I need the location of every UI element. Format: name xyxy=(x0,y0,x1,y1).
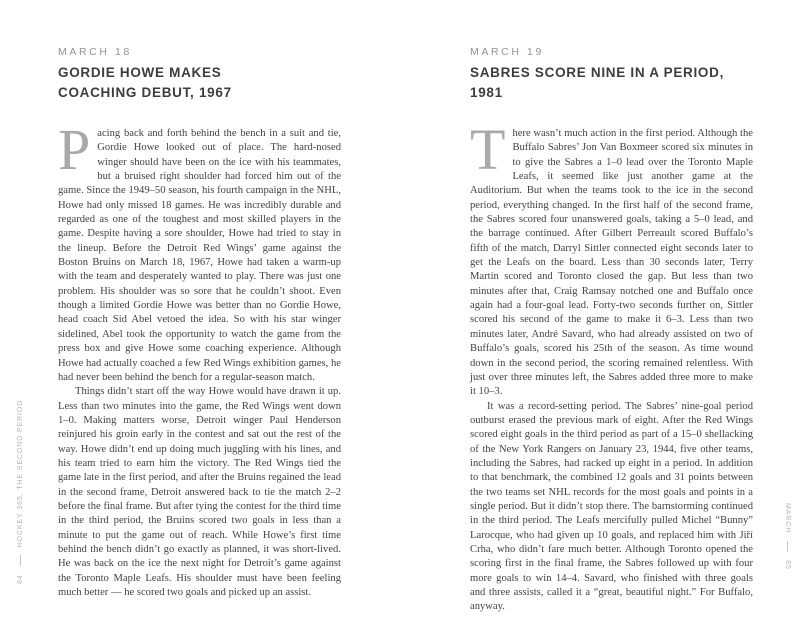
book-series-title: HOCKEY 365, THE SECOND PERIOD xyxy=(16,399,24,548)
right-paragraph-2: It was a record-setting period. The Sabres’ nine-goal period outburst erased the previous mark of eight. After the Red Wings scored eight goals in the third period as part of a 15–0 shellacking of the New York Rangers on January 23, 1944, five other teams, including the Sabres, had racked up eight in a period. In addition to that benchmark, the combined 12 goals and 31 points between the two teams set NHL records for the most goals and points in a single period. But it didn’t stop there. The barnstorming continued in the third period. The Leafs mercifully pulled Michel “Bunny” Larocque, who had given up 10 goals, and replaced him with Jiří Crha, who didn’t fare much better. Although Toronto opened the scoring first in the final frame, the Sabres followed up with four more goals to win 14–4. Savard, who finished with three goals and three assists, called it a “great, beautiful night.” For Buffalo, anyway. xyxy=(470,400,753,613)
right-page-title: SABRES SCORE NINE IN A PERIOD, 1981 xyxy=(470,65,725,100)
left-paragraph-1 xyxy=(58,117,341,385)
left-paragraph-2: Things didn’t start off the way Howe would have drawn it up. Less than two minutes into the game, the Red Wings went down 1–0. Making matters worse, Detroit winger Paul Henderson reinjured his groin early in the contest and sat out the rest of the way. Howe didn’t end up doing much juggling with his lines, and his team tried to earn him the victory. The Red Wings tied the game late in the first period, and after the Bruins regained the lead in the second frame, Detroit answered back to tie the match 2–2 before the final frame. But after tying the contest for the third time in the third period, the Bruins scored two goals in less than a minute to put the game out of reach. While Howe’s first time behind the bench didn’t go exactly as planned, it was short-lived. He was back on the ice the next night for Detroit’s game against the Toronto Maple Leafs. His shoulder must have been feeling much better — he scored two goals and picked up an assist. xyxy=(58,386,341,598)
right-running-footer xyxy=(781,503,795,593)
footer-divider-right xyxy=(788,541,789,552)
page-left xyxy=(58,46,341,600)
left-page-number: 84 xyxy=(16,574,24,584)
right-paragraph-1-text: here wasn’t much action in the first period. Although the Buffalo Sabres’ Jon Van Boxmeer scored six minutes in to give the Sabres a 1–0 lead over the Toronto Maple Leafs, it seemed like just another game at the Auditorium. But when the teams took to the ice in the second period, everything changed. In the first half of the second frame, the Sabres scored four unanswered goals, taking a 5–0 lead, and the barrage continued. After Gilbert Perreault scored Buffalo’s fifth of the match, Darryl Sittler connected eight seconds later to get the Leafs on the board. Less than 30 seconds later, Terry Martin scored and Toronto closed the gap. But less than two minutes after that, Craig Ramsay notched one and Buffalo once again had a four-goal lead. Forty-two seconds further on, Sittler scored his second of the game to make it 6–3. Less than two minutes later, André Savard, who had already assisted on two of Buffalo’s goals, scored his 25th of the season. As time wound down in the second period, the scoring remained relentless. With just over three minutes left, the Sabres added three more to make it 10–3. xyxy=(470,128,753,398)
left-body-text xyxy=(58,117,341,600)
left-date-heading: MARCH 18 xyxy=(58,46,132,58)
left-page-title: GORDIE HOWE MAKES COACHING DEBUT, 1967 xyxy=(58,65,232,100)
right-page-number: 85 xyxy=(784,560,792,570)
left-drop-cap: P xyxy=(58,117,91,182)
right-paragraph-1 xyxy=(470,117,753,400)
footer-divider-left xyxy=(20,555,21,566)
left-paragraph-1-text: acing back and forth behind the bench in a suit and tie, Gordie Howe looked out of place. The hard-nosed winger should have been on the ice with his teammates, but a bruised right shoulder had forced him out of the game. Since the 1949–50 season, his fourth campaign in the NHL, Howe had only missed 18 games. He was incredibly durable and regarded as one of the toughest and most skilled players in the game. Despite having a sore shoulder, Howe had tried to stay in the lineup. Before the Detroit Red Wings’ game against the Boston Bruins on March 18, 1967, Howe had taken a warm-up with the team and desperately wanted to play. There was just one problem. His shoulder was so sore that he couldn’t shoot. Even though a limited Gordie Howe was better than no Gordie Howe, head coach Sid Abel vetoed the idea. So with his star winger sidelined, Abel took the opportunity to watch the game from the press box and give Howe some coaching experience. Although Howe had actually coached a few Red Wings exhibition games, he had never been behind the bench for a regular-season match. xyxy=(58,128,341,383)
left-running-footer xyxy=(13,384,27,584)
month-label: MARCH xyxy=(784,503,792,534)
right-body-text xyxy=(470,117,753,615)
page-right xyxy=(470,46,753,615)
right-date-heading: MARCH 19 xyxy=(470,46,544,58)
right-drop-cap: T xyxy=(470,117,506,182)
